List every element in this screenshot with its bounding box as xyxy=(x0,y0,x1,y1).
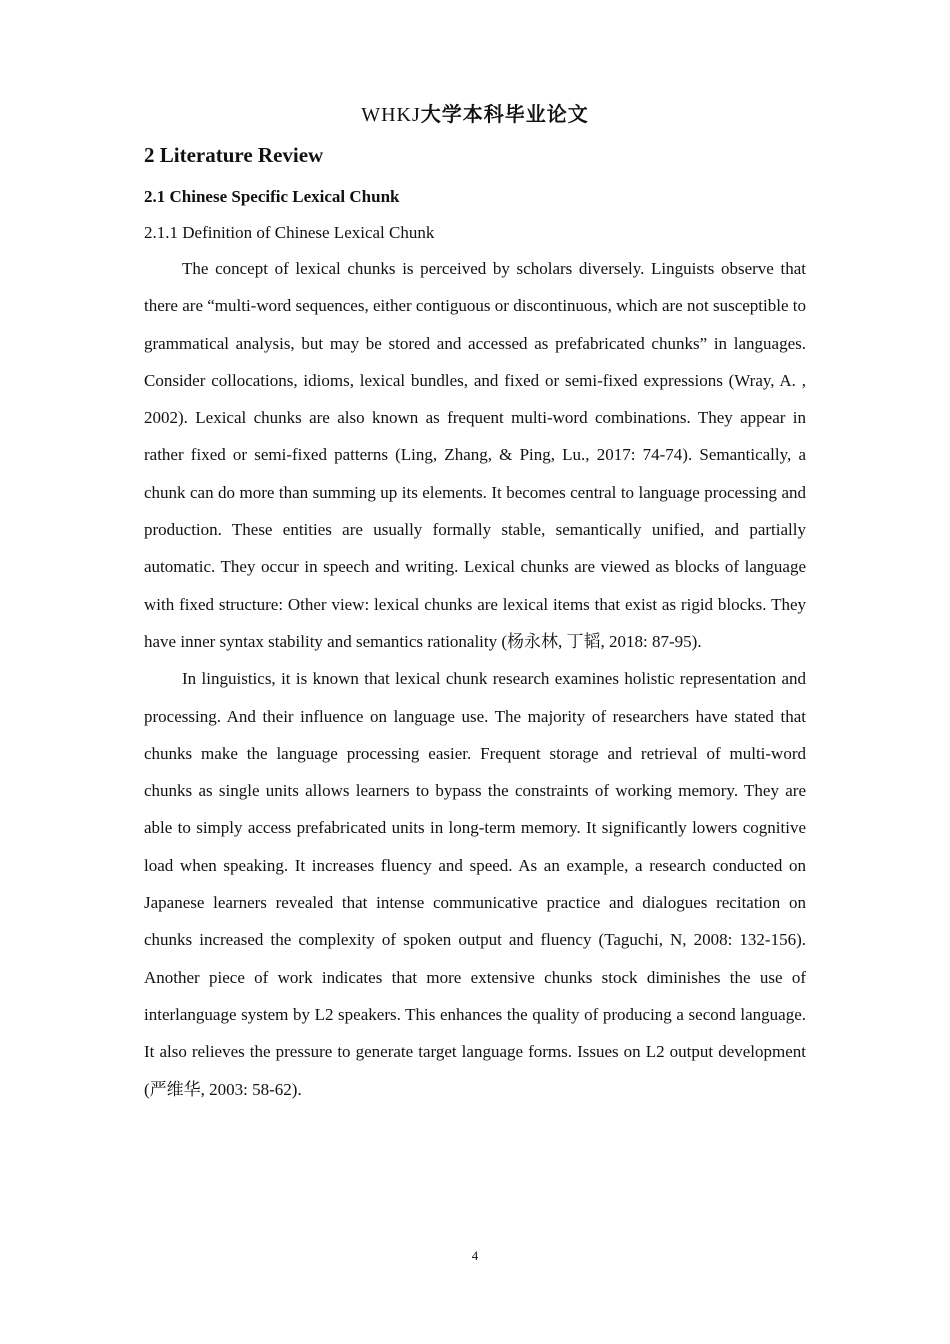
header-school-code: WHKJ xyxy=(361,104,421,126)
running-header xyxy=(0,98,950,127)
section-heading: 2.1 Chinese Specific Lexical Chunk xyxy=(144,187,400,206)
body-paragraph-2: In linguistics, it is known that lexical chunk research examines holistic representation and processing. And their influence on language use. The majority of researchers have stated that chunks make the language processing easier. Frequent storage and retrieval of multi-word chunks as single units allows learners to bypass the constraints of working memory. They are able to simply access prefabricated units in long-term memory. It significantly lowers cognitive load when speaking. It increases fluency and speed. As an example, a research conducted on Japanese learners revealed that intense communicative practice and dialogues recitation on chunks increased the complexity of spoken output and fluency (Taguchi, N, 2008: 132-156). Another piece of work indicates that more extensive chunks stock diminishes the use of interlanguage system by L2 speakers. This enhances the quality of producing a second language. It also relieves the pressure to generate target language forms. Issues on L2 output development (严维华, 2003: 58-62). xyxy=(144,669,806,1099)
page-number: 4 xyxy=(471,1248,479,1263)
chapter-heading: 2 Literature Review xyxy=(144,143,324,167)
header-title: 大学本科毕业论文 xyxy=(420,102,589,126)
page-content xyxy=(144,138,806,1108)
body-paragraph-1: The concept of lexical chunks is perceived by scholars diversely. Linguists observe that there are “multi-word sequences, either contiguous or discontinuous, which are not susceptible to grammatical analysis, but may be stored and accessed as prefabricated chunks” in languages. Consider collocations, idioms, lexical bundles, and fixed or semi-fixed expressions (Wray, A. , 2002). Lexical chunks are also known as frequent multi-word combinations. They appear in rather fixed or semi-fixed patterns (Ling, Zhang, & Ping, Lu., 2017: 74-74). Semantically, a chunk can do more than summing up its elements. It becomes central to language processing and production. These entities are usually formally stable, semantically unified, and partially automatic. They occur in speech and writing. Lexical chunks are viewed as blocks of language with fixed structure: Other view: lexical chunks are lexical items that exist as rigid blocks. They have inner syntax stability and semantics rationality (杨永林, 丁韬, 2018: 87-95). xyxy=(144,259,806,651)
subsection-heading: 2.1.1 Definition of Chinese Lexical Chunk xyxy=(144,223,435,242)
